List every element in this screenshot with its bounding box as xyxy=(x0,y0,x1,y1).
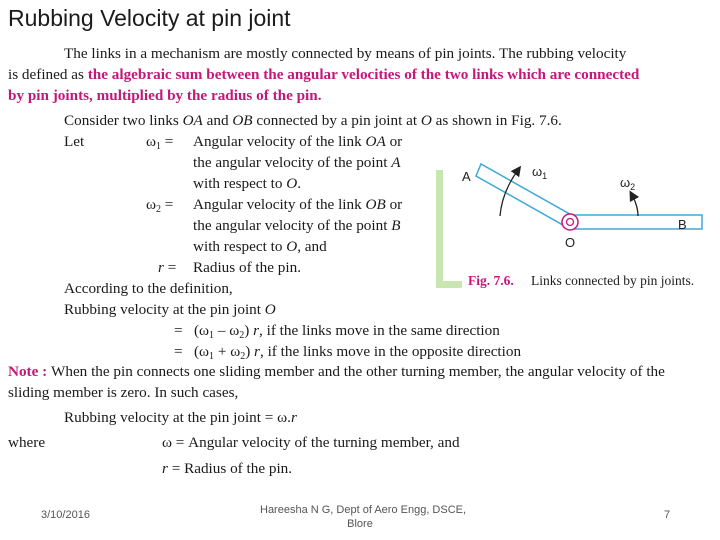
r-def: Radius of the pin. xyxy=(193,259,301,276)
equals-sign: = xyxy=(164,196,174,213)
label-omega2-sub: 2 xyxy=(630,182,636,192)
eq2-mid: + ω xyxy=(214,343,241,360)
omega2-def-b: or xyxy=(385,196,403,213)
footer-author-line-1: Hareesha N G, Dept of Aero Engg, DSCE, xyxy=(260,504,467,516)
link-oa: OA xyxy=(182,112,203,129)
r-symbol xyxy=(158,257,176,278)
label-o: O xyxy=(565,235,576,250)
rubbing-formula-r: r xyxy=(290,409,297,426)
consider-text-d: as shown in Fig. 7.6. xyxy=(431,112,562,129)
consider-text-a: Consider two links xyxy=(64,112,183,129)
omega2-def2-B: B xyxy=(391,217,401,234)
omega2-def-line-2 xyxy=(193,215,401,236)
note-line-1 xyxy=(8,361,665,382)
footer-author xyxy=(260,503,467,531)
eq2-sub1: 1 xyxy=(209,351,215,362)
equals-sign: = xyxy=(174,343,183,360)
figure-caption-text: Links connected by pin joints. xyxy=(531,273,695,288)
where-r-text: = Radius of the pin. xyxy=(167,460,293,477)
intro-line-1: The links in a mechanism are mostly connected by means of pin joints. The rubbing velocity xyxy=(64,45,627,62)
omega1-def-oa: OA xyxy=(365,133,386,150)
label-a: A xyxy=(462,169,471,184)
eq2-close: ) xyxy=(245,343,255,360)
omega1-def3-b: . xyxy=(297,175,301,192)
eq1-sub1: 1 xyxy=(209,330,215,341)
according-line: According to the definition, xyxy=(64,280,233,297)
eq1-close: ) xyxy=(244,322,254,339)
link-oa-bar xyxy=(476,164,575,229)
eq1-open: (ω xyxy=(193,322,210,339)
figure-7-6 xyxy=(432,150,720,292)
where-omega-def: ω = Angular velocity of the turning member, and xyxy=(162,434,460,451)
point-o: O xyxy=(420,112,432,129)
omega1-def-line-3 xyxy=(193,173,301,194)
label-omega1-glyph: ω xyxy=(532,164,543,179)
label-omega1 xyxy=(532,164,547,181)
slide-title: Rubbing Velocity at pin joint xyxy=(8,5,291,31)
omega-sub-2: 2 xyxy=(156,204,161,215)
note-text-1: When the pin connects one sliding member and the other turning member, the angular velocity of the xyxy=(51,363,665,380)
footer-author-line-2: Blore xyxy=(347,518,373,530)
eq-same-direction xyxy=(174,320,500,341)
label-omega2 xyxy=(620,175,635,192)
figure-caption-number: Fig. 7.6. xyxy=(468,273,514,288)
label-omega1-sub: 1 xyxy=(542,171,548,181)
eq2-sub2: 2 xyxy=(240,351,246,362)
note-line-2: sliding member is zero. In such cases, xyxy=(8,384,239,401)
r-glyph: r xyxy=(158,259,164,276)
footer-date: 3/10/2016 xyxy=(41,509,90,521)
omega1-def-b: or xyxy=(385,133,403,150)
label-omega2-glyph: ω xyxy=(620,175,631,190)
intro-line-2 xyxy=(8,64,639,85)
omega2-arrow-icon xyxy=(632,195,638,216)
omega2-def-line-3 xyxy=(193,236,327,257)
rubbing-velocity-line xyxy=(64,299,276,320)
omega2-def3-o: O xyxy=(286,238,298,255)
let-label: Let xyxy=(64,133,85,150)
omega1-def-a: Angular velocity of the link xyxy=(193,133,366,150)
consider-line xyxy=(64,110,562,131)
footer-page-number: 7 xyxy=(664,509,671,521)
omega2-symbol xyxy=(146,194,173,215)
rubbing-formula-text: Rubbing velocity at the pin joint = ω. xyxy=(64,409,291,426)
where-r-def xyxy=(162,458,292,479)
figure-frame-bottom xyxy=(436,281,462,288)
definition-highlight-1: the algebraic sum between the angular velocities of the two links which are connected xyxy=(87,66,640,83)
eq1-mid: – ω xyxy=(214,322,240,339)
rubbing-o: O xyxy=(264,301,276,318)
consider-text-b: and xyxy=(202,112,233,129)
consider-text-c: connected by a pin joint at xyxy=(252,112,421,129)
label-b: B xyxy=(678,217,687,232)
eq-opposite-direction xyxy=(174,341,521,362)
omega-sub-1: 1 xyxy=(156,141,161,152)
where-label: where xyxy=(8,434,46,451)
eq1-text: , if the links move in the same direction xyxy=(259,322,500,339)
rubbing-formula xyxy=(64,407,297,428)
eq2-text: , if the links move in the opposite direction xyxy=(259,343,522,360)
omega2-def-a: Angular velocity of the link xyxy=(193,196,366,213)
omega1-def2-a: the angular velocity of the point xyxy=(193,154,392,171)
definition-highlight-2: by pin joints, multiplied by the radius of the pin. xyxy=(8,87,322,104)
omega2-def2-a: the angular velocity of the point xyxy=(193,217,392,234)
omega1-def2-A: A xyxy=(391,154,401,171)
omega1-def3-o: O xyxy=(286,175,298,192)
link-ob: OB xyxy=(232,112,253,129)
equals-sign: = xyxy=(164,133,174,150)
equals-sign: = xyxy=(174,322,183,339)
omega1-def-line-1 xyxy=(193,131,402,152)
eq2-r: r xyxy=(254,343,260,360)
omega2-def-ob: OB xyxy=(365,196,386,213)
omega2-def3-a: with respect to xyxy=(193,238,287,255)
eq1-sub2: 2 xyxy=(239,330,245,341)
rubbing-text: Rubbing velocity at the pin joint xyxy=(64,301,265,318)
equals-sign: = xyxy=(167,259,177,276)
omega1-def3-a: with respect to xyxy=(193,175,287,192)
eq2-open: (ω xyxy=(193,343,210,360)
pin-joint-inner xyxy=(567,219,574,226)
omega-glyph: ω xyxy=(146,196,156,213)
omega1-def-line-2 xyxy=(193,152,401,173)
figure-frame-left xyxy=(436,170,443,288)
eq1-r: r xyxy=(253,322,259,339)
omega2-def-line-1 xyxy=(193,194,402,215)
omega1-symbol xyxy=(146,131,173,152)
where-r-sym: r xyxy=(162,460,168,477)
note-label: Note : xyxy=(8,363,52,380)
intro-plain: is defined as xyxy=(8,66,88,83)
omega-glyph: ω xyxy=(146,133,156,150)
omega2-def3-b: , and xyxy=(297,238,327,255)
